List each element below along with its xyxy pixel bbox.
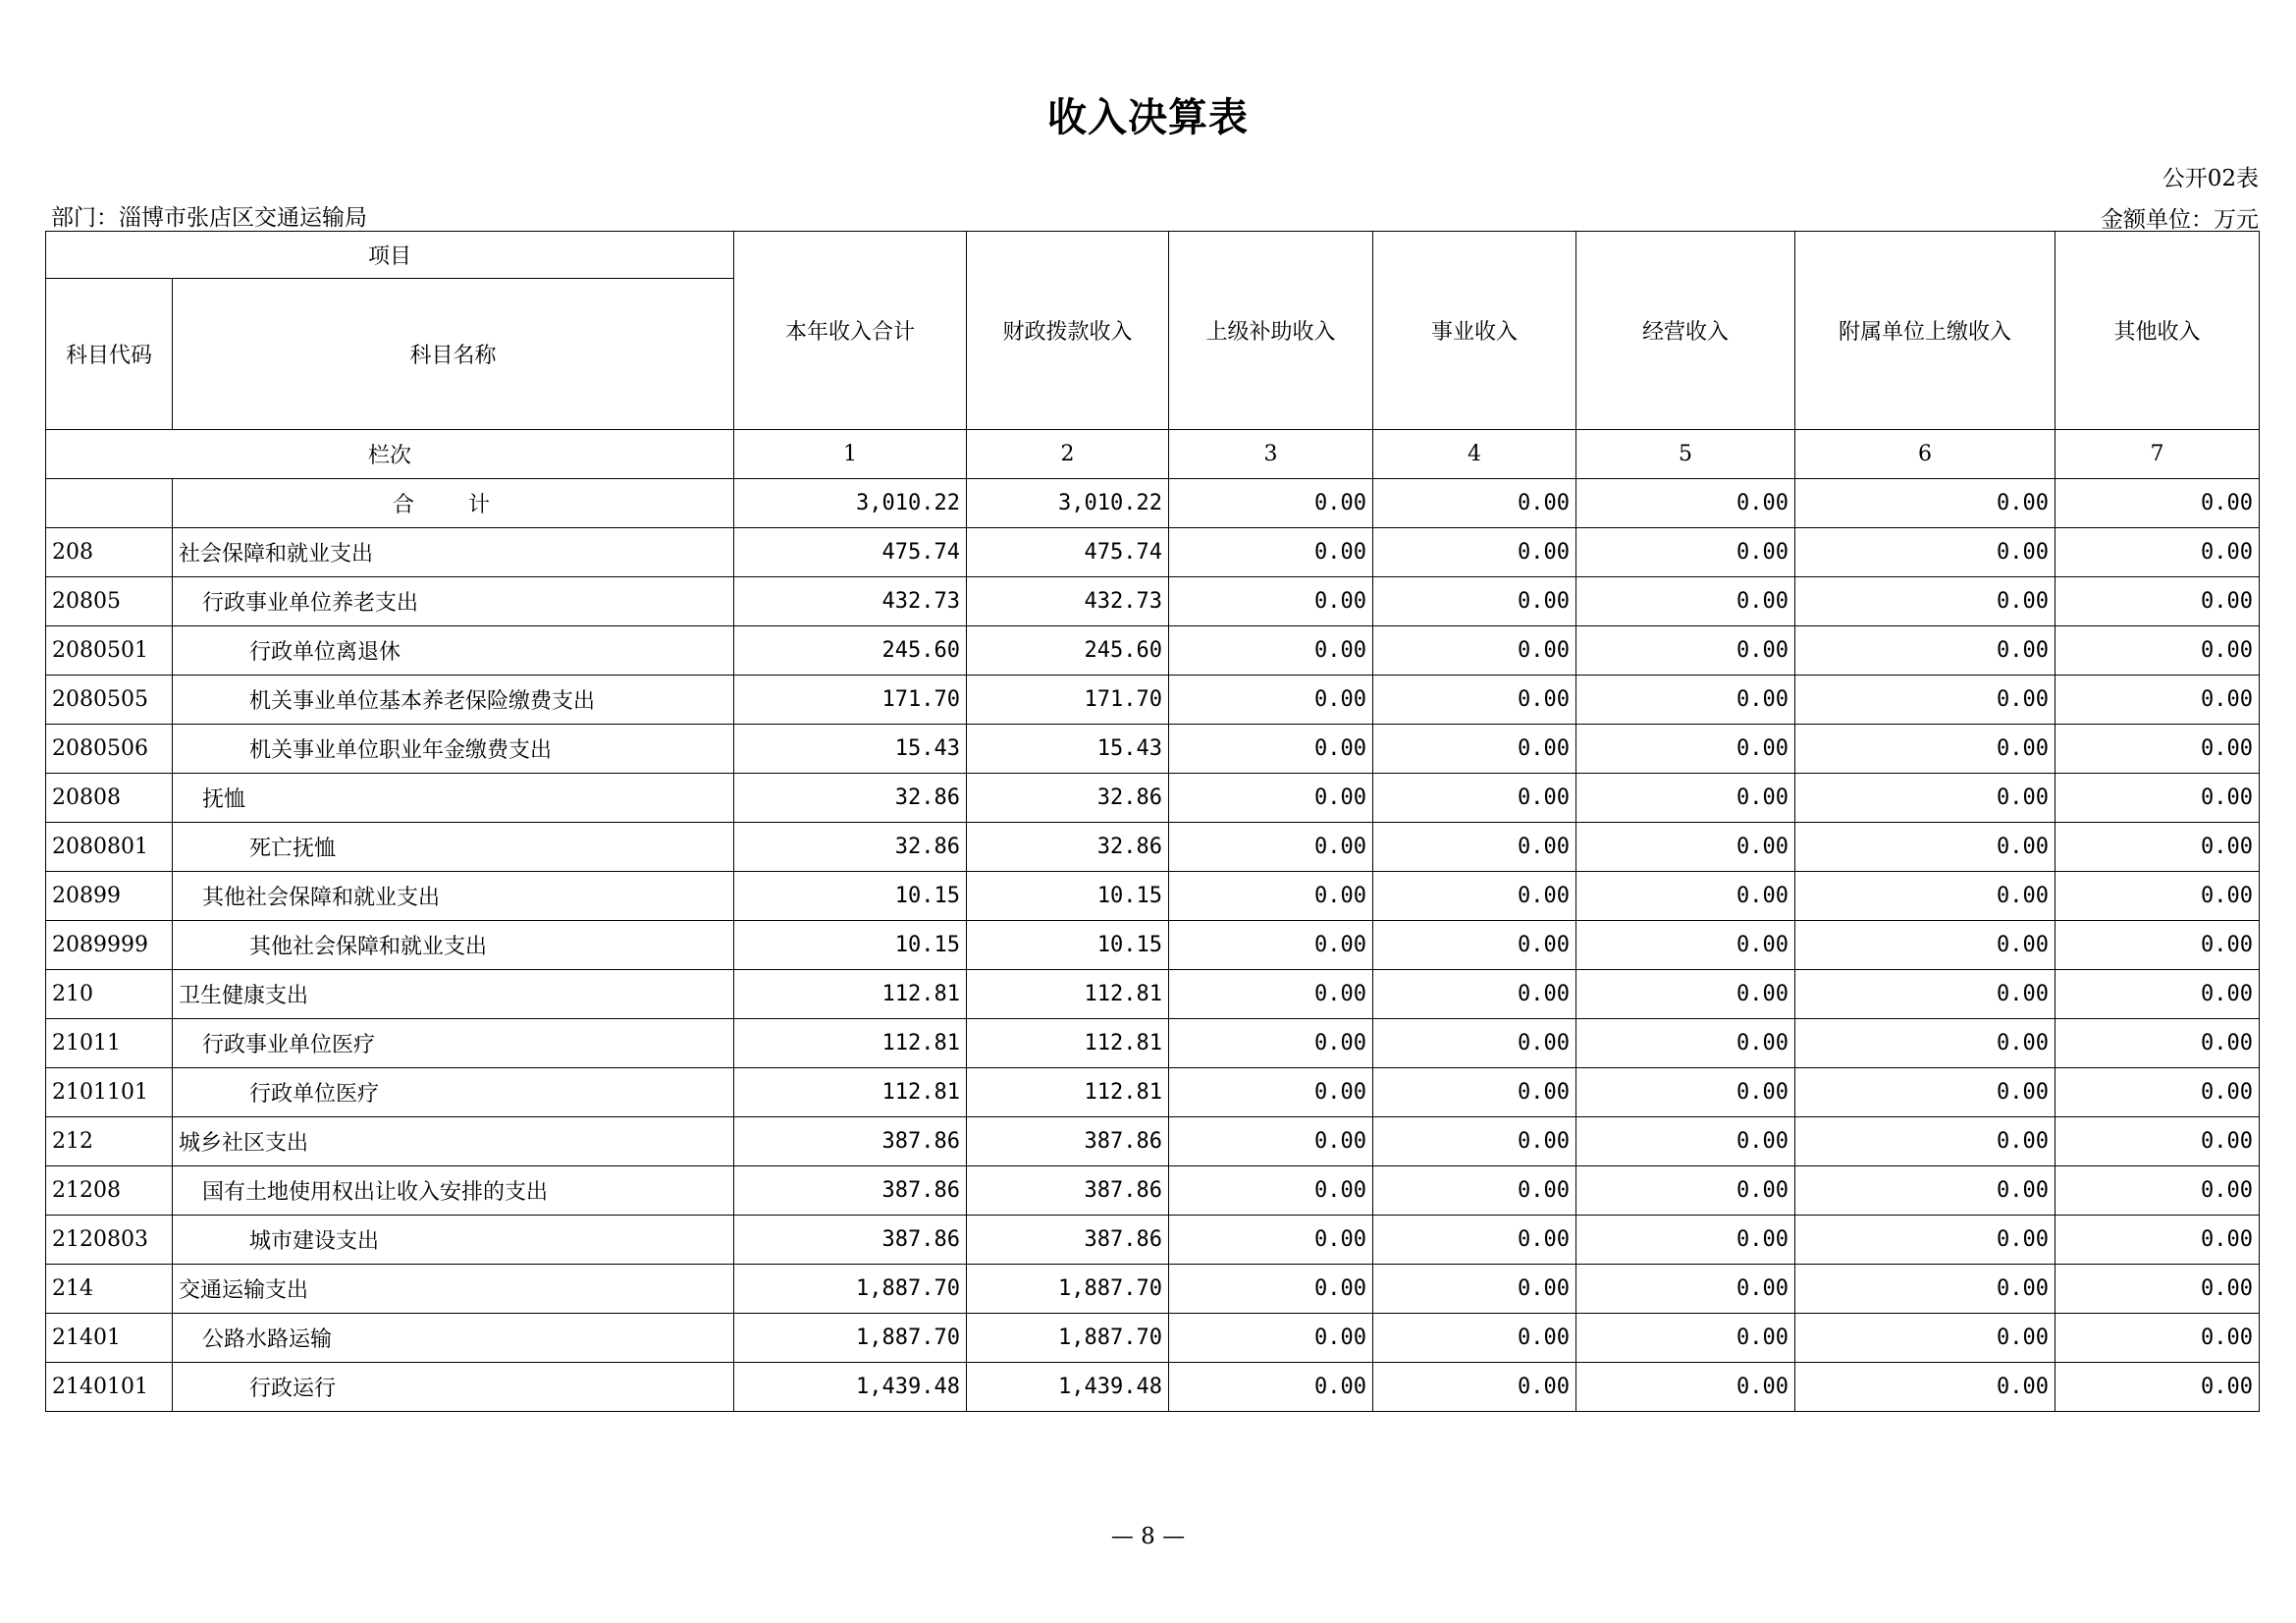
amount-cell: 0.00 xyxy=(1373,1019,1576,1068)
column-index: 7 xyxy=(2056,430,2260,479)
amount-cell: 0.00 xyxy=(1576,528,1795,577)
amount-cell: 475.74 xyxy=(967,528,1169,577)
income-table xyxy=(45,231,2260,1412)
subject-code: 210 xyxy=(46,970,173,1019)
amount-cell: 1,439.48 xyxy=(967,1363,1169,1412)
subject-name: 社会保障和就业支出 xyxy=(173,528,734,577)
total-value: 3,010.22 xyxy=(967,479,1169,528)
subject-code: 208 xyxy=(46,528,173,577)
amount-cell: 387.86 xyxy=(967,1166,1169,1216)
amount-cell: 0.00 xyxy=(1576,676,1795,725)
amount-cell: 0.00 xyxy=(1169,725,1373,774)
amount-cell: 0.00 xyxy=(1576,1363,1795,1412)
amount-cell: 0.00 xyxy=(1576,725,1795,774)
table-row xyxy=(46,1117,2260,1166)
subject-name: 交通运输支出 xyxy=(173,1265,734,1314)
amount-cell: 0.00 xyxy=(1373,774,1576,823)
amount-cell: 0.00 xyxy=(1169,577,1373,626)
amount-cell: 0.00 xyxy=(2056,823,2260,872)
table-row xyxy=(46,577,2260,626)
table-row xyxy=(46,725,2260,774)
subject-code: 2089999 xyxy=(46,921,173,970)
table-row xyxy=(46,676,2260,725)
amount-cell: 0.00 xyxy=(1795,1166,2056,1216)
col-header-1: 本年收入合计 xyxy=(734,232,967,430)
subject-code: 2080501 xyxy=(46,626,173,676)
amount-cell: 0.00 xyxy=(1576,1314,1795,1363)
subject-name: 其他社会保障和就业支出 xyxy=(173,872,734,921)
subject-code: 20899 xyxy=(46,872,173,921)
subject-code: 21011 xyxy=(46,1019,173,1068)
subject-code: 2080505 xyxy=(46,676,173,725)
amount-cell: 0.00 xyxy=(1169,823,1373,872)
total-row xyxy=(46,479,2260,528)
subject-name: 公路水路运输 xyxy=(173,1314,734,1363)
amount-cell: 0.00 xyxy=(1373,970,1576,1019)
table-row xyxy=(46,970,2260,1019)
subject-name: 行政事业单位医疗 xyxy=(173,1019,734,1068)
amount-cell: 112.81 xyxy=(734,1068,967,1117)
amount-cell: 0.00 xyxy=(1373,1117,1576,1166)
subject-name: 行政事业单位养老支出 xyxy=(173,577,734,626)
amount-cell: 0.00 xyxy=(1169,1117,1373,1166)
amount-cell: 0.00 xyxy=(1576,970,1795,1019)
table-row xyxy=(46,1019,2260,1068)
page-title: 收入决算表 xyxy=(1047,95,1249,140)
col-header-4: 事业收入 xyxy=(1373,232,1576,430)
amount-cell: 0.00 xyxy=(1373,1363,1576,1412)
amount-cell: 0.00 xyxy=(1795,577,2056,626)
amount-cell: 0.00 xyxy=(1373,725,1576,774)
amount-cell: 0.00 xyxy=(1169,774,1373,823)
amount-cell: 0.00 xyxy=(2056,1265,2260,1314)
amount-cell: 32.86 xyxy=(967,774,1169,823)
subject-name: 行政单位离退休 xyxy=(173,626,734,676)
amount-cell: 0.00 xyxy=(1576,872,1795,921)
subject-code: 20805 xyxy=(46,577,173,626)
table-row xyxy=(46,1363,2260,1412)
amount-cell: 0.00 xyxy=(1169,1363,1373,1412)
amount-cell: 0.00 xyxy=(1576,1265,1795,1314)
table-row xyxy=(46,921,2260,970)
table-row xyxy=(46,872,2260,921)
amount-cell: 0.00 xyxy=(1576,1216,1795,1265)
amount-cell: 0.00 xyxy=(1373,1068,1576,1117)
project-header: 项目 xyxy=(46,232,734,279)
amount-cell: 1,887.70 xyxy=(734,1314,967,1363)
amount-cell: 387.86 xyxy=(967,1117,1169,1166)
table-row xyxy=(46,1068,2260,1117)
table-row xyxy=(46,626,2260,676)
table-row xyxy=(46,823,2260,872)
amount-cell: 0.00 xyxy=(1795,1068,2056,1117)
amount-cell: 0.00 xyxy=(1576,1019,1795,1068)
amount-cell: 432.73 xyxy=(734,577,967,626)
amount-cell: 32.86 xyxy=(967,823,1169,872)
amount-cell: 0.00 xyxy=(1795,774,2056,823)
name-header: 科目名称 xyxy=(173,279,734,430)
amount-cell: 0.00 xyxy=(1576,626,1795,676)
subject-name: 机关事业单位职业年金缴费支出 xyxy=(173,725,734,774)
amount-cell: 0.00 xyxy=(2056,1216,2260,1265)
amount-cell: 0.00 xyxy=(1795,970,2056,1019)
amount-cell: 387.86 xyxy=(734,1166,967,1216)
table-header xyxy=(46,232,2260,528)
subject-code: 20808 xyxy=(46,774,173,823)
amount-cell: 0.00 xyxy=(1576,1117,1795,1166)
subject-name: 卫生健康支出 xyxy=(173,970,734,1019)
amount-cell: 0.00 xyxy=(1576,774,1795,823)
amount-cell: 112.81 xyxy=(967,1068,1169,1117)
amount-cell: 0.00 xyxy=(2056,970,2260,1019)
amount-cell: 0.00 xyxy=(1373,528,1576,577)
column-index: 3 xyxy=(1169,430,1373,479)
amount-cell: 0.00 xyxy=(2056,725,2260,774)
subject-code: 21208 xyxy=(46,1166,173,1216)
subject-name: 城市建设支出 xyxy=(173,1216,734,1265)
table-row xyxy=(46,1314,2260,1363)
table-row xyxy=(46,774,2260,823)
subject-name: 行政单位医疗 xyxy=(173,1068,734,1117)
amount-cell: 0.00 xyxy=(1169,1265,1373,1314)
subject-name: 抚恤 xyxy=(173,774,734,823)
amount-cell: 0.00 xyxy=(2056,921,2260,970)
amount-cell: 0.00 xyxy=(1795,626,2056,676)
department-label: 部门：淄博市张店区交通运输局 xyxy=(51,205,367,231)
subject-code: 212 xyxy=(46,1117,173,1166)
amount-cell: 32.86 xyxy=(734,774,967,823)
amount-cell: 0.00 xyxy=(1169,921,1373,970)
amount-cell: 475.74 xyxy=(734,528,967,577)
amount-cell: 1,887.70 xyxy=(967,1265,1169,1314)
amount-cell: 0.00 xyxy=(2056,577,2260,626)
amount-cell: 0.00 xyxy=(2056,1363,2260,1412)
page-number: — 8 — xyxy=(1110,1524,1186,1549)
amount-cell: 15.43 xyxy=(967,725,1169,774)
amount-cell: 32.86 xyxy=(734,823,967,872)
amount-cell: 1,887.70 xyxy=(734,1265,967,1314)
amount-cell: 0.00 xyxy=(2056,872,2260,921)
subject-code: 2101101 xyxy=(46,1068,173,1117)
amount-cell: 0.00 xyxy=(1373,1166,1576,1216)
amount-cell: 0.00 xyxy=(1373,1216,1576,1265)
amount-cell: 0.00 xyxy=(1169,970,1373,1019)
amount-cell: 387.86 xyxy=(967,1216,1169,1265)
amount-cell: 0.00 xyxy=(1169,676,1373,725)
subject-name: 机关事业单位基本养老保险缴费支出 xyxy=(173,676,734,725)
column-index: 2 xyxy=(967,430,1169,479)
amount-cell: 171.70 xyxy=(967,676,1169,725)
amount-cell: 0.00 xyxy=(1373,1314,1576,1363)
amount-cell: 10.15 xyxy=(734,921,967,970)
amount-cell: 0.00 xyxy=(2056,528,2260,577)
code-header: 科目代码 xyxy=(46,279,173,430)
amount-cell: 0.00 xyxy=(1169,626,1373,676)
amount-cell: 387.86 xyxy=(734,1117,967,1166)
amount-cell: 171.70 xyxy=(734,676,967,725)
col-header-3: 上级补助收入 xyxy=(1169,232,1373,430)
amount-cell: 10.15 xyxy=(967,921,1169,970)
amount-cell: 0.00 xyxy=(1576,577,1795,626)
subject-code: 2080801 xyxy=(46,823,173,872)
amount-cell: 0.00 xyxy=(1795,1019,2056,1068)
total-value: 0.00 xyxy=(1373,479,1576,528)
form-number: 公开02表 xyxy=(2162,166,2259,191)
subject-code: 21401 xyxy=(46,1314,173,1363)
amount-cell: 0.00 xyxy=(1795,921,2056,970)
amount-cell: 0.00 xyxy=(1795,1265,2056,1314)
amount-cell: 0.00 xyxy=(1373,577,1576,626)
subject-code: 2080506 xyxy=(46,725,173,774)
subject-code: 2120803 xyxy=(46,1216,173,1265)
amount-cell: 0.00 xyxy=(1169,1019,1373,1068)
amount-cell: 0.00 xyxy=(2056,1314,2260,1363)
total-label: 合 计 xyxy=(173,479,734,528)
subject-code: 2140101 xyxy=(46,1363,173,1412)
amount-cell: 0.00 xyxy=(1795,1314,2056,1363)
amount-cell: 0.00 xyxy=(1373,921,1576,970)
amount-cell: 0.00 xyxy=(1576,823,1795,872)
table-row xyxy=(46,1216,2260,1265)
amount-cell: 0.00 xyxy=(1795,823,2056,872)
amount-cell: 0.00 xyxy=(2056,1019,2260,1068)
col-header-2: 财政拨款收入 xyxy=(967,232,1169,430)
column-index: 4 xyxy=(1373,430,1576,479)
amount-cell: 0.00 xyxy=(1169,1314,1373,1363)
column-index: 5 xyxy=(1576,430,1795,479)
amount-cell: 15.43 xyxy=(734,725,967,774)
amount-cell: 112.81 xyxy=(967,970,1169,1019)
amount-cell: 0.00 xyxy=(1169,1068,1373,1117)
amount-cell: 112.81 xyxy=(734,1019,967,1068)
amount-cell: 0.00 xyxy=(1795,676,2056,725)
column-index-label: 栏次 xyxy=(46,430,734,479)
table-body xyxy=(46,528,2260,1412)
amount-cell: 0.00 xyxy=(1576,1068,1795,1117)
amount-cell: 0.00 xyxy=(1169,872,1373,921)
total-value: 0.00 xyxy=(1576,479,1795,528)
total-value: 0.00 xyxy=(2056,479,2260,528)
subject-name: 其他社会保障和就业支出 xyxy=(173,921,734,970)
amount-cell: 0.00 xyxy=(2056,676,2260,725)
amount-cell: 1,439.48 xyxy=(734,1363,967,1412)
amount-cell: 0.00 xyxy=(1373,823,1576,872)
amount-cell: 112.81 xyxy=(967,1019,1169,1068)
total-value: 0.00 xyxy=(1795,479,2056,528)
amount-cell: 0.00 xyxy=(1795,1117,2056,1166)
column-index: 6 xyxy=(1795,430,2056,479)
amount-cell: 245.60 xyxy=(734,626,967,676)
total-value: 0.00 xyxy=(1169,479,1373,528)
amount-cell: 0.00 xyxy=(1373,676,1576,725)
amount-cell: 0.00 xyxy=(1795,1363,2056,1412)
table-row xyxy=(46,1166,2260,1216)
amount-cell: 0.00 xyxy=(2056,626,2260,676)
amount-cell: 0.00 xyxy=(2056,1117,2260,1166)
amount-cell: 0.00 xyxy=(2056,1068,2260,1117)
amount-cell: 432.73 xyxy=(967,577,1169,626)
amount-cell: 10.15 xyxy=(734,872,967,921)
table-row xyxy=(46,1265,2260,1314)
amount-cell: 0.00 xyxy=(1373,1265,1576,1314)
amount-cell: 0.00 xyxy=(1169,528,1373,577)
subject-name: 死亡抚恤 xyxy=(173,823,734,872)
subject-name: 国有土地使用权出让收入安排的支出 xyxy=(173,1166,734,1216)
amount-cell: 10.15 xyxy=(967,872,1169,921)
amount-cell: 0.00 xyxy=(2056,774,2260,823)
total-code-cell xyxy=(46,479,173,528)
amount-cell: 0.00 xyxy=(1795,872,2056,921)
subject-code: 214 xyxy=(46,1265,173,1314)
amount-cell: 0.00 xyxy=(1373,626,1576,676)
column-index: 1 xyxy=(734,430,967,479)
amount-cell: 0.00 xyxy=(1576,921,1795,970)
subject-name: 行政运行 xyxy=(173,1363,734,1412)
table-row xyxy=(46,528,2260,577)
col-header-5: 经营收入 xyxy=(1576,232,1795,430)
amount-cell: 245.60 xyxy=(967,626,1169,676)
amount-cell: 0.00 xyxy=(1795,1216,2056,1265)
total-value: 3,010.22 xyxy=(734,479,967,528)
amount-cell: 0.00 xyxy=(1169,1166,1373,1216)
amount-cell: 0.00 xyxy=(1795,528,2056,577)
amount-cell: 1,887.70 xyxy=(967,1314,1169,1363)
amount-cell: 0.00 xyxy=(1795,725,2056,774)
amount-cell: 387.86 xyxy=(734,1216,967,1265)
col-header-7: 其他收入 xyxy=(2056,232,2260,430)
amount-cell: 0.00 xyxy=(1576,1166,1795,1216)
amount-cell: 0.00 xyxy=(1169,1216,1373,1265)
amount-cell: 0.00 xyxy=(1373,872,1576,921)
amount-cell: 0.00 xyxy=(2056,1166,2260,1216)
subject-name: 城乡社区支出 xyxy=(173,1117,734,1166)
amount-cell: 112.81 xyxy=(734,970,967,1019)
col-header-6: 附属单位上缴收入 xyxy=(1795,232,2056,430)
unit-label: 金额单位：万元 xyxy=(2101,207,2259,233)
